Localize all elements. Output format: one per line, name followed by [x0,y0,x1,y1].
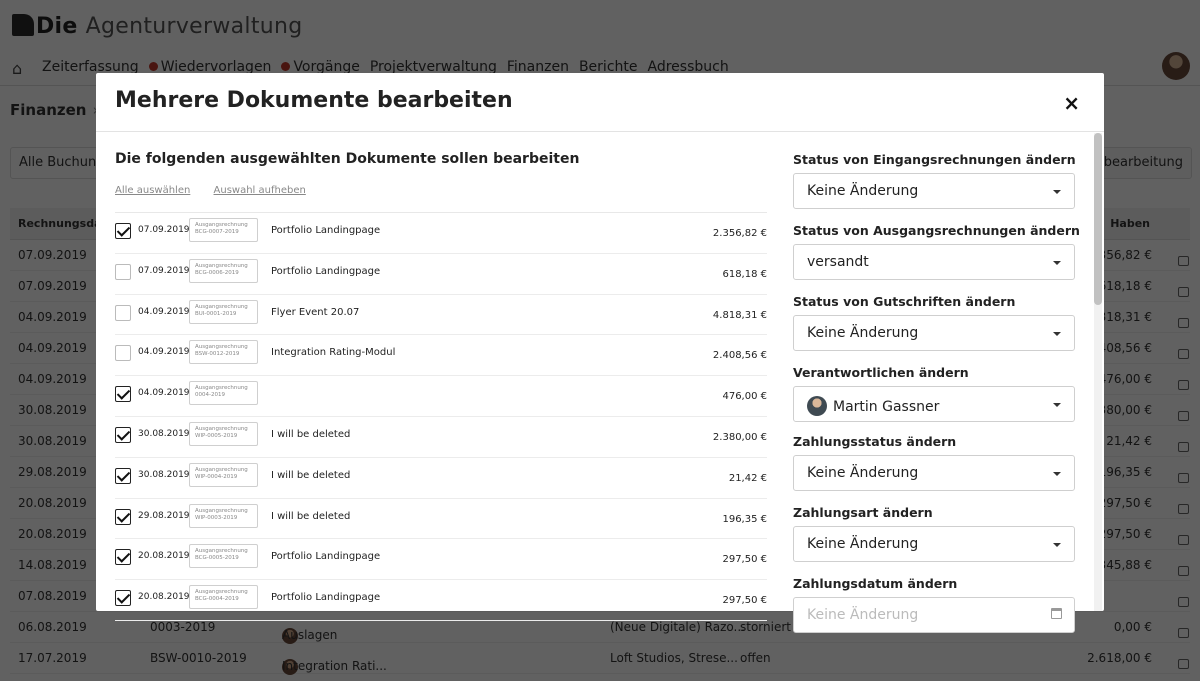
document-number: BCG-0007-2019 [195,229,239,235]
document-checkbox[interactable] [115,386,131,402]
document-title: Portfolio Landingpage [271,592,381,604]
select-value: Keine Änderung [807,607,919,623]
modal-body [96,133,1104,623]
document-title: Portfolio Landingpage [271,225,381,236]
document-date: 04.09.2019 [138,347,190,358]
document-type: Ausgangsrechnung [195,385,248,392]
document-type-badge[interactable] [189,340,258,364]
document-row [115,335,767,376]
document-amount: 21,42 € [728,472,767,484]
document-type: Ausgangsrechnung [195,425,248,432]
document-checkbox[interactable] [115,549,131,565]
field-label: Status von Ausgangsrechnungen ändern [793,223,1080,238]
document-type-badge[interactable] [189,463,258,487]
document-row [115,213,767,254]
status-select[interactable] [793,526,1075,562]
document-type-badge[interactable] [189,381,258,405]
document-number: 0004-2019 [195,392,225,399]
document-date: 29.08.2019 [138,510,190,521]
select-value: Keine Änderung [807,183,919,199]
selection-heading: Die folgenden ausgewählten Dokumente sollen bearbeiten [115,151,580,167]
field-label: Zahlungsart ändern [793,505,933,520]
document-type-badge[interactable] [189,300,258,324]
field-label: Status von Eingangsrechnungen ändern [793,152,1076,167]
chevron-down-icon [1053,403,1061,407]
close-icon[interactable]: × [1063,91,1080,115]
document-type-badge[interactable] [189,585,258,609]
modal-header [96,73,1104,132]
modal-title: Mehrere Dokumente bearbeiten [115,88,513,113]
document-amount: 297,50 € [722,554,767,566]
document-title: Flyer Event 20.07 [271,306,360,318]
document-amount: 618,18 € [722,268,767,280]
bulk-edit-modal [96,73,1104,623]
document-title: Portfolio Landingpage [271,265,381,277]
document-checkbox[interactable] [115,468,131,484]
document-date: 04.09.2019 [138,388,190,399]
scrollbar-thumb[interactable] [1094,133,1102,305]
document-amount: 2.408,56 € [712,350,767,362]
document-type-badge[interactable] [189,218,258,242]
status-select[interactable] [793,455,1075,491]
document-amount: 297,50 € [722,595,767,607]
status-select[interactable] [793,244,1075,280]
document-type-badge[interactable] [189,544,258,568]
document-checkbox[interactable] [115,305,131,321]
document-row [115,254,767,295]
document-list [115,212,767,621]
document-date: 04.09.2019 [138,306,190,317]
status-select[interactable] [793,173,1075,209]
document-row [115,417,767,458]
chevron-down-icon [1053,472,1061,476]
document-title: I will be deleted [271,428,351,440]
document-amount: 476,00 € [722,391,767,403]
select-all-link[interactable]: Alle auswählen [115,185,191,196]
document-row [115,580,767,621]
document-checkbox[interactable] [115,345,131,361]
document-date: 20.08.2019 [138,592,190,603]
chevron-down-icon [1053,190,1061,194]
document-date: 07.09.2019 [138,225,190,235]
calendar-icon[interactable] [1051,608,1062,619]
document-amount: 196,35 € [722,513,767,525]
document-date: 30.08.2019 [138,469,190,480]
document-type-badge[interactable] [189,504,258,528]
chevron-down-icon [1053,332,1061,336]
chevron-down-icon [1053,261,1061,265]
document-type: Ausgangsrechnung [195,344,248,351]
document-type-badge[interactable] [189,259,258,283]
select-value: Keine Änderung [807,465,919,481]
document-type: Ausgangsrechnung [195,466,248,473]
document-number: WIP-0005-2019 [195,432,238,439]
document-title: I will be deleted [271,469,351,481]
document-checkbox[interactable] [115,223,131,239]
selection-links [115,185,326,196]
deselect-all-link[interactable]: Auswahl aufheben [213,185,306,196]
status-select[interactable] [793,315,1075,351]
document-date: 30.08.2019 [138,428,190,439]
field-label: Verantwortlichen ändern [793,365,969,380]
chevron-down-icon [1053,543,1061,547]
document-row [115,499,767,540]
field-label: Zahlungsdatum ändern [793,576,958,591]
document-amount: 4.818,31 € [712,309,767,321]
document-title: Integration Rating-Modul [271,347,396,359]
document-type: Ausgangsrechnung [195,589,248,596]
document-row [115,376,767,417]
avatar [807,396,827,416]
document-number: WIP-0004-2019 [195,473,238,480]
document-row [115,458,767,499]
select-value: Keine Änderung [807,325,919,341]
document-row [115,539,767,580]
document-type: Ausgangsrechnung [195,222,248,228]
document-number: WIP-0003-2019 [195,514,238,521]
document-checkbox[interactable] [115,427,131,443]
document-number: BSW-0012-2019 [195,351,240,358]
document-number: BUI-0001-2019 [195,310,237,317]
select-value: Martin Gassner [833,399,940,415]
document-checkbox[interactable] [115,590,131,606]
document-type: Ausgangsrechnung [195,548,248,555]
document-type: Ausgangsrechnung [195,507,248,514]
modal-scrollbar[interactable] [1094,133,1102,611]
document-checkbox[interactable] [115,264,131,280]
select-value: versandt [807,254,869,270]
document-date: 20.08.2019 [138,551,190,562]
document-amount: 2.380,00 € [712,431,767,443]
document-number: BCG-0004-2019 [195,596,239,603]
select-value: Keine Änderung [807,536,919,552]
document-number: BCG-0005-2019 [195,555,239,562]
document-number: BCG-0006-2019 [195,269,239,276]
document-type: Ausgangsrechnung [195,262,248,269]
document-date: 07.09.2019 [138,265,190,276]
document-title: Portfolio Landingpage [271,551,381,563]
responsible-user-select[interactable] [793,386,1075,422]
field-label: Zahlungsstatus ändern [793,434,957,449]
document-type: Ausgangsrechnung [195,303,248,310]
document-amount: 2.356,82 € [712,228,767,239]
document-title: I will be deleted [271,510,351,522]
field-label: Status von Gutschriften ändern [793,294,1016,309]
document-checkbox[interactable] [115,509,131,525]
document-row [115,295,767,336]
date-picker-field[interactable] [793,597,1075,633]
document-type-badge[interactable] [189,422,258,446]
